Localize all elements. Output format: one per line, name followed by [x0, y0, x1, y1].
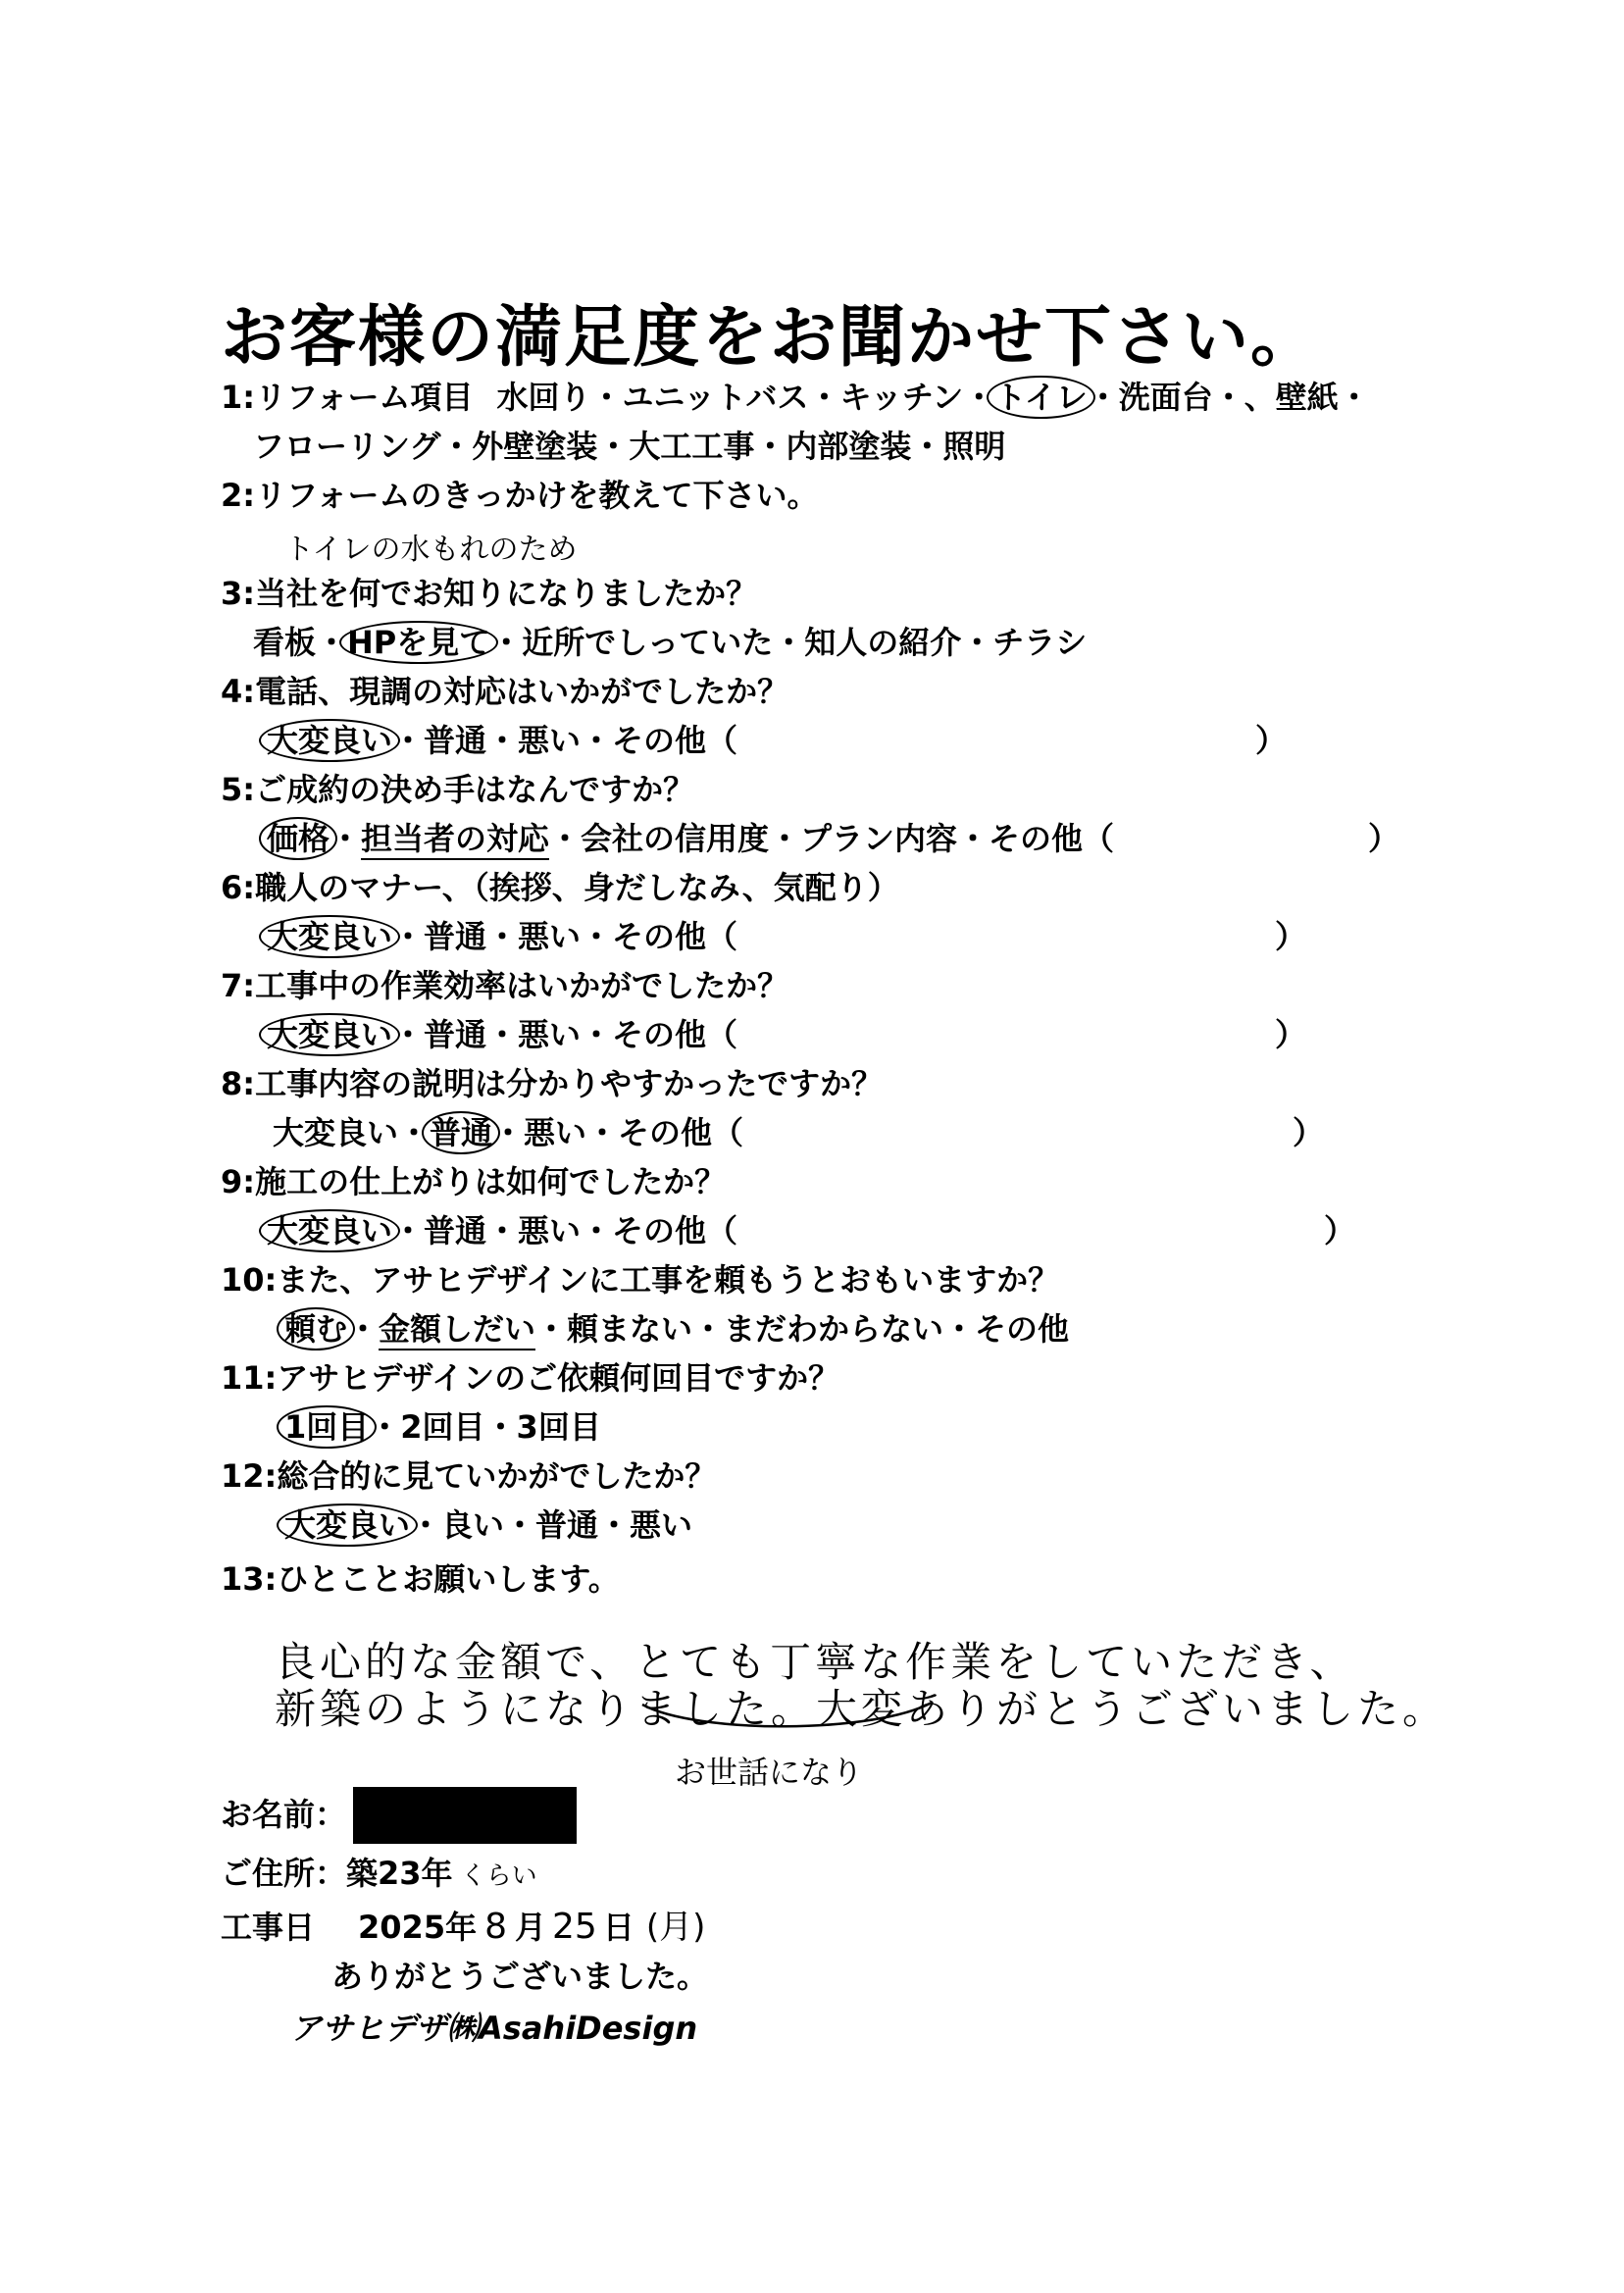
question-12-label: 12:総合的に見ていかがでしたか？ [221, 1457, 717, 1495]
question-4-option-rest: ・普通・悪い・その他（ [392, 722, 738, 759]
question-8-option-a: 大変良い・ [273, 1114, 431, 1151]
question-10-selected-request: 頼む [277, 1307, 355, 1350]
question-13-handwritten-line-2: 新築のようになりました。大変ありがとうございました。 [275, 1685, 1448, 1733]
construction-date-month: 8 [484, 1907, 507, 1947]
question-3-option-a: 看板・ [253, 624, 348, 661]
question-5-close-paren: ） [1368, 820, 1400, 857]
question-3-label: 3:当社を何でお知りになりましたか？ [221, 575, 758, 612]
question-11-selected-first: 1回目 [277, 1405, 377, 1449]
handwritten-insertion-mark [637, 1697, 951, 1736]
question-5-option-sep: ・ [330, 820, 362, 857]
question-5-label: 5:ご成約の決め手はなんですか？ [221, 771, 695, 808]
question-2-label: 2:リフォームのきっかけを教えて下さい。 [221, 477, 819, 514]
question-11-label: 11:アサヒデザインのご依頼何回目ですか？ [221, 1359, 840, 1397]
thanks-message: ありがとうございました。 [331, 1958, 709, 1995]
question-13-label: 13:ひとことお願いします。 [221, 1560, 620, 1598]
question-8-close-paren: ） [1293, 1114, 1325, 1151]
question-12-option-rest: ・良い・普通・悪い [410, 1506, 693, 1544]
question-11-option-rest: ・2回目・3回目 [369, 1408, 601, 1446]
question-6-selected-very-good: 大変良い [259, 915, 400, 958]
company-name: アサヒデザ㈱AsahiDesign [290, 2010, 698, 2047]
question-6-options [267, 917, 737, 956]
question-9-options [267, 1211, 737, 1250]
question-8-selected-normal: 普通 [422, 1111, 500, 1154]
question-10-option-rest: ・頼まない・まだわからない・その他 [535, 1310, 1070, 1348]
question-3-options [253, 623, 1087, 662]
question-2-handwritten-answer: トイレの水もれのため [284, 533, 578, 567]
question-1-row [221, 378, 1370, 417]
question-1-options-line2: フローリング・外壁塗装・大工工事・内部塗装・照明 [253, 428, 1006, 465]
question-4-options [267, 721, 737, 760]
question-7-selected-very-good: 大変良い [259, 1013, 400, 1056]
question-1-options-c: ・洗面台・、壁紙・ [1087, 379, 1370, 416]
question-9-selected-very-good: 大変良い [259, 1209, 400, 1252]
question-13-handwritten-insert: お世話になり [675, 1754, 864, 1791]
question-5-underlined-staff: 担当者の対応 [361, 819, 549, 860]
question-10-underlined-price-dependent: 金額しだい [379, 1309, 535, 1350]
question-3-selected-hp: HPを見て [339, 621, 498, 664]
question-6-label: 6:職人のマナー、（挨拶、身だしなみ、気配り） [221, 869, 899, 906]
question-4-close-paren: ） [1255, 722, 1288, 759]
construction-date-month-unit: 月 [515, 1909, 547, 1946]
question-3-option-c: ・近所でしっていた・知人の紹介・チラシ [490, 624, 1088, 661]
question-13-handwritten-line-1: 良心的な金額で、とても丁寧な作業をしていただき、 [275, 1638, 1355, 1686]
question-11-options [284, 1407, 601, 1447]
construction-date-label: 工事日 [221, 1909, 316, 1946]
question-5-selected-price: 価格 [259, 817, 337, 860]
redacted-name-box [353, 1787, 577, 1844]
question-5-options [267, 819, 1114, 860]
address-label: ご住所： [221, 1855, 347, 1892]
question-7-close-paren: ） [1275, 1016, 1307, 1053]
construction-date-day: 25 [552, 1907, 597, 1947]
question-12-selected-very-good: 大変良い [277, 1503, 418, 1547]
name-label: お名前： [221, 1796, 347, 1833]
question-10-option-sep: ・ [347, 1310, 380, 1348]
construction-date-day-unit: 日 [602, 1909, 634, 1946]
question-9-option-rest: ・普通・悪い・その他（ [392, 1212, 738, 1249]
question-6-close-paren: ） [1275, 918, 1307, 955]
question-8-option-rest: ・悪い・その他（ [492, 1114, 744, 1151]
question-6-option-rest: ・普通・悪い・その他（ [392, 918, 738, 955]
question-7-option-rest: ・普通・悪い・その他（ [392, 1016, 738, 1053]
construction-date-weekday: (月) [645, 1908, 706, 1947]
address-row [221, 1854, 537, 1896]
question-1-label: 1:リフォーム項目 [221, 379, 474, 416]
construction-date-year: 2025年 [358, 1909, 478, 1946]
question-1-selected-toilet: トイレ [987, 376, 1094, 419]
question-12-options [284, 1505, 692, 1545]
question-10-options [284, 1309, 1069, 1350]
question-7-label: 7:工事中の作業効率はいかがでしたか？ [221, 967, 789, 1004]
question-9-label: 9:施工の仕上がりは如何でしたか？ [221, 1163, 727, 1200]
question-4-selected-very-good: 大変良い [259, 719, 400, 762]
question-8-label: 8:工事内容の説明は分かりやすかったですか？ [221, 1065, 884, 1102]
address-value-handwritten: くらい [460, 1861, 537, 1891]
construction-date-row [221, 1908, 705, 1947]
address-value: 築23年 [346, 1855, 453, 1892]
page-title: お客様の満足度をお聞かせ下さい。 [221, 299, 1320, 377]
question-7-options [267, 1015, 737, 1054]
question-1-options-a: 水回り・ユニットバス・キッチン・ [496, 379, 995, 416]
question-5-option-rest: ・会社の信用度・プラン内容・その他（ [549, 820, 1115, 857]
question-4-label: 4:電話、現調の対応はいかがでしたか？ [221, 673, 789, 710]
question-9-close-paren: ） [1324, 1212, 1356, 1249]
question-8-options [273, 1113, 743, 1152]
question-10-label: 10:また、アサヒデザインに工事を頼もうとおもいますか？ [221, 1261, 1060, 1299]
